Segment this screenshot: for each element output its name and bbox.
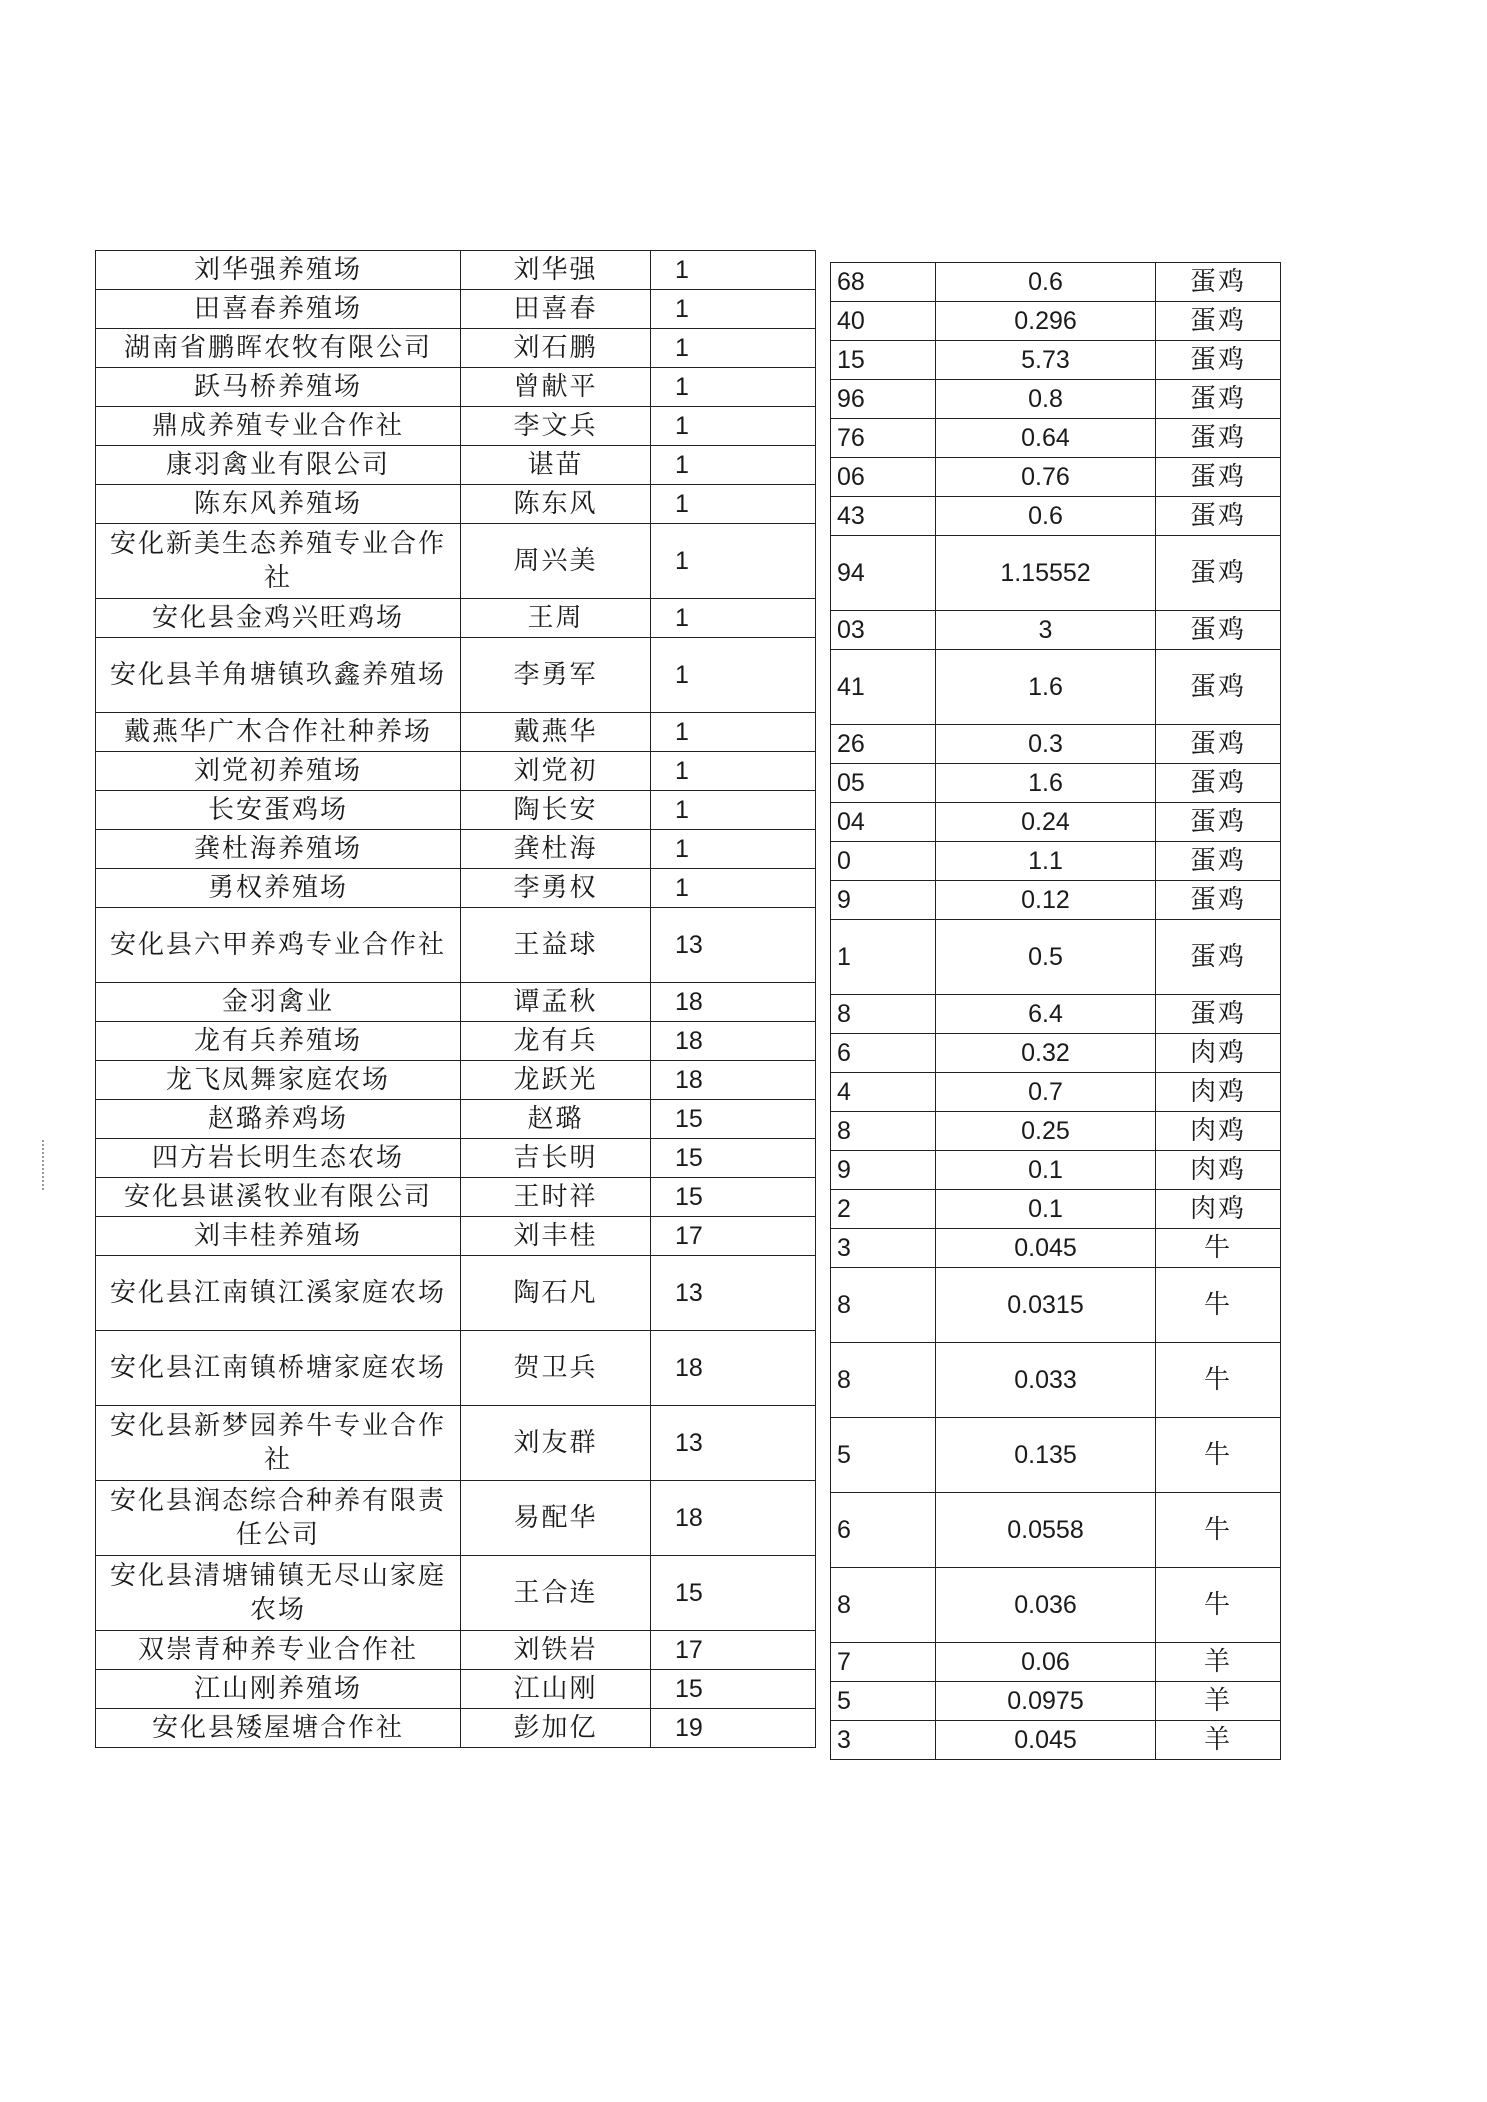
farm-name-cell: 龙有兵养殖场 <box>96 1022 461 1061</box>
truncated-number-cell: 1 <box>651 407 816 446</box>
farm-table-left <box>95 250 816 1748</box>
livestock-type-cell: 蛋鸡 <box>1156 725 1281 764</box>
scale-value-cell: 0.64 <box>936 419 1156 458</box>
truncated-number-cell: 13 <box>651 1256 816 1331</box>
table-row <box>96 485 816 524</box>
truncated-number-cell: 1 <box>651 368 816 407</box>
contact-person-cell: 王周 <box>461 599 651 638</box>
scale-value-cell: 0.1 <box>936 1190 1156 1229</box>
contact-person-cell: 刘党初 <box>461 752 651 791</box>
table-row <box>96 524 816 599</box>
table-row <box>831 1190 1281 1229</box>
table-row <box>96 1022 816 1061</box>
table-row <box>96 1481 816 1556</box>
truncated-number-cell: 2 <box>831 1190 936 1229</box>
contact-person-cell: 王时祥 <box>461 1178 651 1217</box>
contact-person-cell: 李文兵 <box>461 407 651 446</box>
table-row <box>96 1139 816 1178</box>
table-row <box>96 713 816 752</box>
truncated-number-cell: 1 <box>651 713 816 752</box>
scale-value-cell: 1.15552 <box>936 536 1156 611</box>
farm-name-cell: 安化县江南镇江溪家庭农场 <box>96 1256 461 1331</box>
farm-name-cell: 金羽禽业 <box>96 983 461 1022</box>
livestock-type-cell: 牛 <box>1156 1229 1281 1268</box>
contact-person-cell: 曾献平 <box>461 368 651 407</box>
truncated-number-cell: 7 <box>831 1643 936 1682</box>
farm-name-cell: 安化县矮屋塘合作社 <box>96 1709 461 1748</box>
scale-value-cell: 1.6 <box>936 650 1156 725</box>
scale-value-cell: 0.045 <box>936 1229 1156 1268</box>
truncated-number-cell: 19 <box>651 1709 816 1748</box>
farm-name-cell: 跃马桥养殖场 <box>96 368 461 407</box>
contact-person-cell: 彭加亿 <box>461 1709 651 1748</box>
truncated-number-cell: 1 <box>651 752 816 791</box>
farm-name-cell: 刘党初养殖场 <box>96 752 461 791</box>
table-row <box>831 764 1281 803</box>
livestock-type-cell: 羊 <box>1156 1721 1281 1760</box>
table-row <box>831 1643 1281 1682</box>
scale-value-cell: 0.06 <box>936 1643 1156 1682</box>
table-row <box>96 791 816 830</box>
table-left-half <box>95 250 760 1820</box>
truncated-number-cell: 15 <box>831 341 936 380</box>
table-row <box>831 1568 1281 1643</box>
scale-value-cell: 0.32 <box>936 1034 1156 1073</box>
scale-value-cell: 0.6 <box>936 263 1156 302</box>
table-row <box>831 263 1281 302</box>
truncated-number-cell: 18 <box>651 1022 816 1061</box>
table-row <box>96 290 816 329</box>
table-row <box>96 1331 816 1406</box>
truncated-number-cell: 15 <box>651 1100 816 1139</box>
livestock-type-cell: 蛋鸡 <box>1156 497 1281 536</box>
livestock-type-cell: 蛋鸡 <box>1156 881 1281 920</box>
truncated-number-cell: 3 <box>831 1721 936 1760</box>
contact-person-cell: 戴燕华 <box>461 713 651 752</box>
farm-name-cell: 赵璐养鸡场 <box>96 1100 461 1139</box>
livestock-type-cell: 肉鸡 <box>1156 1034 1281 1073</box>
truncated-number-cell: 17 <box>651 1217 816 1256</box>
table-row <box>96 599 816 638</box>
contact-person-cell: 李勇军 <box>461 638 651 713</box>
contact-person-cell: 刘华强 <box>461 251 651 290</box>
farm-name-cell: 安化县六甲养鸡专业合作社 <box>96 908 461 983</box>
scale-value-cell: 0.296 <box>936 302 1156 341</box>
table-row <box>831 611 1281 650</box>
livestock-type-cell: 蛋鸡 <box>1156 995 1281 1034</box>
truncated-number-cell: 4 <box>831 1073 936 1112</box>
truncated-number-cell: 1 <box>651 599 816 638</box>
scale-value-cell: 0.8 <box>936 380 1156 419</box>
livestock-type-cell: 蛋鸡 <box>1156 341 1281 380</box>
table-row <box>96 446 816 485</box>
scale-value-cell: 5.73 <box>936 341 1156 380</box>
contact-person-cell: 李勇权 <box>461 869 651 908</box>
table-row <box>831 920 1281 995</box>
contact-person-cell: 刘铁岩 <box>461 1631 651 1670</box>
scale-value-cell: 0.045 <box>936 1721 1156 1760</box>
contact-person-cell: 龙有兵 <box>461 1022 651 1061</box>
truncated-number-cell: 8 <box>831 1568 936 1643</box>
table-row <box>831 1229 1281 1268</box>
scale-value-cell: 0.033 <box>936 1343 1156 1418</box>
truncated-number-cell: 8 <box>831 1343 936 1418</box>
livestock-type-cell: 蛋鸡 <box>1156 764 1281 803</box>
table-row <box>831 725 1281 764</box>
truncated-number-cell: 13 <box>651 1406 816 1481</box>
table-row <box>96 407 816 446</box>
livestock-type-cell: 肉鸡 <box>1156 1073 1281 1112</box>
contact-person-cell: 刘石鹏 <box>461 329 651 368</box>
farm-name-cell: 安化县新梦园养牛专业合作社 <box>96 1406 461 1481</box>
table-row <box>96 1256 816 1331</box>
table-row <box>96 1217 816 1256</box>
truncated-number-cell: 76 <box>831 419 936 458</box>
truncated-number-cell: 13 <box>651 908 816 983</box>
scale-value-cell: 1.6 <box>936 764 1156 803</box>
truncated-number-cell: 6 <box>831 1493 936 1568</box>
scale-value-cell: 0.25 <box>936 1112 1156 1151</box>
table-right-half <box>837 262 1320 1842</box>
truncated-number-cell: 18 <box>651 1481 816 1556</box>
truncated-number-cell: 17 <box>651 1631 816 1670</box>
scale-value-cell: 0.6 <box>936 497 1156 536</box>
table-row <box>96 830 816 869</box>
contact-person-cell: 江山刚 <box>461 1670 651 1709</box>
livestock-type-cell: 蛋鸡 <box>1156 419 1281 458</box>
contact-person-cell: 谌苗 <box>461 446 651 485</box>
farm-name-cell: 安化县羊角塘镇玖鑫养殖场 <box>96 638 461 713</box>
table-row <box>831 842 1281 881</box>
scale-value-cell: 0.7 <box>936 1073 1156 1112</box>
livestock-type-cell: 肉鸡 <box>1156 1112 1281 1151</box>
table-row <box>831 1682 1281 1721</box>
truncated-number-cell: 68 <box>831 263 936 302</box>
contact-person-cell: 刘友群 <box>461 1406 651 1481</box>
table-row <box>831 881 1281 920</box>
table-row <box>831 650 1281 725</box>
table-row <box>831 1343 1281 1418</box>
livestock-type-cell: 牛 <box>1156 1493 1281 1568</box>
truncated-number-cell: 15 <box>651 1670 816 1709</box>
contact-person-cell: 刘丰桂 <box>461 1217 651 1256</box>
truncated-number-cell: 15 <box>651 1178 816 1217</box>
truncated-number-cell: 04 <box>831 803 936 842</box>
contact-person-cell: 龙跃光 <box>461 1061 651 1100</box>
farm-name-cell: 安化县江南镇桥塘家庭农场 <box>96 1331 461 1406</box>
livestock-type-cell: 蛋鸡 <box>1156 842 1281 881</box>
table-row <box>831 1073 1281 1112</box>
truncated-number-cell: 43 <box>831 497 936 536</box>
livestock-type-cell: 牛 <box>1156 1268 1281 1343</box>
farm-name-cell: 安化县润态综合种养有限责任公司 <box>96 1481 461 1556</box>
truncated-number-cell: 1 <box>651 290 816 329</box>
table-row <box>96 1709 816 1748</box>
table-row <box>96 1406 816 1481</box>
truncated-number-cell: 8 <box>831 995 936 1034</box>
scale-value-cell: 0.5 <box>936 920 1156 995</box>
table-row <box>831 1151 1281 1190</box>
truncated-number-cell: 05 <box>831 764 936 803</box>
livestock-type-cell: 蛋鸡 <box>1156 263 1281 302</box>
farm-name-cell: 四方岩长明生态农场 <box>96 1139 461 1178</box>
truncated-number-cell: 5 <box>831 1418 936 1493</box>
truncated-number-cell: 1 <box>651 869 816 908</box>
scale-value-cell: 0.135 <box>936 1418 1156 1493</box>
livestock-type-cell: 肉鸡 <box>1156 1190 1281 1229</box>
table-row <box>831 1112 1281 1151</box>
farm-name-cell: 龚杜海养殖场 <box>96 830 461 869</box>
farm-name-cell: 陈东风养殖场 <box>96 485 461 524</box>
truncated-number-cell: 15 <box>651 1556 816 1631</box>
table-row <box>96 1631 816 1670</box>
table-row <box>831 1493 1281 1568</box>
table-row <box>831 341 1281 380</box>
table-row <box>831 995 1281 1034</box>
table-row <box>831 1721 1281 1760</box>
livestock-type-cell: 牛 <box>1156 1343 1281 1418</box>
contact-person-cell: 陈东风 <box>461 485 651 524</box>
farm-name-cell: 戴燕华广木合作社种养场 <box>96 713 461 752</box>
truncated-number-cell: 18 <box>651 1061 816 1100</box>
table-row <box>831 803 1281 842</box>
truncated-number-cell: 1 <box>831 920 936 995</box>
farm-name-cell: 安化县谌溪牧业有限公司 <box>96 1178 461 1217</box>
scale-value-cell: 0.036 <box>936 1568 1156 1643</box>
farm-name-cell: 安化县金鸡兴旺鸡场 <box>96 599 461 638</box>
truncated-number-cell: 41 <box>831 650 936 725</box>
scale-value-cell: 0.0315 <box>936 1268 1156 1343</box>
contact-person-cell: 赵璐 <box>461 1100 651 1139</box>
truncated-number-cell: 6 <box>831 1034 936 1073</box>
scale-value-cell: 0.3 <box>936 725 1156 764</box>
farm-name-cell: 鼎成养殖专业合作社 <box>96 407 461 446</box>
contact-person-cell: 吉长明 <box>461 1139 651 1178</box>
farm-name-cell: 田喜春养殖场 <box>96 290 461 329</box>
truncated-number-cell: 15 <box>651 1139 816 1178</box>
truncated-number-cell: 1 <box>651 446 816 485</box>
contact-person-cell: 陶石凡 <box>461 1256 651 1331</box>
table-row <box>96 1670 816 1709</box>
scale-value-cell: 0.1 <box>936 1151 1156 1190</box>
livestock-type-cell: 牛 <box>1156 1418 1281 1493</box>
contact-person-cell: 王益球 <box>461 908 651 983</box>
livestock-type-cell: 牛 <box>1156 1568 1281 1643</box>
contact-person-cell: 田喜春 <box>461 290 651 329</box>
table-row <box>96 1061 816 1100</box>
livestock-type-cell: 羊 <box>1156 1682 1281 1721</box>
truncated-number-cell: 5 <box>831 1682 936 1721</box>
livestock-type-cell: 羊 <box>1156 1643 1281 1682</box>
scale-value-cell: 0.0558 <box>936 1493 1156 1568</box>
farm-name-cell: 湖南省鹏晖农牧有限公司 <box>96 329 461 368</box>
table-row <box>96 869 816 908</box>
table-row <box>96 329 816 368</box>
contact-person-cell: 谭孟秋 <box>461 983 651 1022</box>
truncated-number-cell: 26 <box>831 725 936 764</box>
table-row <box>96 1100 816 1139</box>
truncated-number-cell: 96 <box>831 380 936 419</box>
scan-artifact <box>42 1140 54 1190</box>
scale-value-cell: 0.76 <box>936 458 1156 497</box>
table-row <box>96 983 816 1022</box>
table-row <box>96 1556 816 1631</box>
table-row <box>831 1418 1281 1493</box>
contact-person-cell: 龚杜海 <box>461 830 651 869</box>
truncated-number-cell: 18 <box>651 983 816 1022</box>
livestock-type-cell: 蛋鸡 <box>1156 650 1281 725</box>
livestock-type-cell: 蛋鸡 <box>1156 302 1281 341</box>
farm-name-cell: 刘丰桂养殖场 <box>96 1217 461 1256</box>
table-row <box>831 380 1281 419</box>
farm-name-cell: 安化县清塘铺镇无尽山家庭农场 <box>96 1556 461 1631</box>
table-row <box>96 638 816 713</box>
truncated-number-cell: 18 <box>651 1331 816 1406</box>
truncated-number-cell: 1 <box>651 638 816 713</box>
truncated-number-cell: 06 <box>831 458 936 497</box>
table-row <box>831 1034 1281 1073</box>
livestock-type-cell: 蛋鸡 <box>1156 611 1281 650</box>
farm-name-cell: 安化新美生态养殖专业合作社 <box>96 524 461 599</box>
table-row <box>831 1268 1281 1343</box>
scale-value-cell: 0.24 <box>936 803 1156 842</box>
truncated-number-cell: 1 <box>651 485 816 524</box>
livestock-type-cell: 蛋鸡 <box>1156 920 1281 995</box>
truncated-number-cell: 0 <box>831 842 936 881</box>
contact-person-cell: 王合连 <box>461 1556 651 1631</box>
truncated-number-cell: 8 <box>831 1112 936 1151</box>
truncated-number-cell: 9 <box>831 1151 936 1190</box>
contact-person-cell: 周兴美 <box>461 524 651 599</box>
truncated-number-cell: 8 <box>831 1268 936 1343</box>
table-row <box>96 1178 816 1217</box>
farm-table-right <box>830 262 1281 1760</box>
scale-value-cell: 1.1 <box>936 842 1156 881</box>
farm-name-cell: 龙飞凤舞家庭农场 <box>96 1061 461 1100</box>
farm-name-cell: 刘华强养殖场 <box>96 251 461 290</box>
livestock-type-cell: 蛋鸡 <box>1156 803 1281 842</box>
table-row <box>831 536 1281 611</box>
table-row <box>96 752 816 791</box>
truncated-number-cell: 1 <box>651 329 816 368</box>
truncated-number-cell: 3 <box>831 1229 936 1268</box>
farm-name-cell: 江山刚养殖场 <box>96 1670 461 1709</box>
livestock-type-cell: 蛋鸡 <box>1156 536 1281 611</box>
scale-value-cell: 6.4 <box>936 995 1156 1034</box>
livestock-type-cell: 蛋鸡 <box>1156 458 1281 497</box>
farm-name-cell: 双崇青种养专业合作社 <box>96 1631 461 1670</box>
farm-name-cell: 康羽禽业有限公司 <box>96 446 461 485</box>
truncated-number-cell: 40 <box>831 302 936 341</box>
table-row <box>831 497 1281 536</box>
farm-name-cell: 长安蛋鸡场 <box>96 791 461 830</box>
truncated-number-cell: 1 <box>651 524 816 599</box>
table-row <box>96 368 816 407</box>
livestock-type-cell: 蛋鸡 <box>1156 380 1281 419</box>
contact-person-cell: 陶长安 <box>461 791 651 830</box>
scale-value-cell: 3 <box>936 611 1156 650</box>
scale-value-cell: 0.0975 <box>936 1682 1156 1721</box>
truncated-number-cell: 1 <box>651 251 816 290</box>
farm-name-cell: 勇权养殖场 <box>96 869 461 908</box>
livestock-type-cell: 肉鸡 <box>1156 1151 1281 1190</box>
truncated-number-cell: 1 <box>651 830 816 869</box>
table-row <box>831 419 1281 458</box>
scale-value-cell: 0.12 <box>936 881 1156 920</box>
truncated-number-cell: 94 <box>831 536 936 611</box>
table-row <box>96 251 816 290</box>
truncated-number-cell: 1 <box>651 791 816 830</box>
contact-person-cell: 贺卫兵 <box>461 1331 651 1406</box>
table-row <box>831 302 1281 341</box>
contact-person-cell: 易配华 <box>461 1481 651 1556</box>
table-row <box>96 908 816 983</box>
table-row <box>831 458 1281 497</box>
truncated-number-cell: 9 <box>831 881 936 920</box>
truncated-number-cell: 03 <box>831 611 936 650</box>
